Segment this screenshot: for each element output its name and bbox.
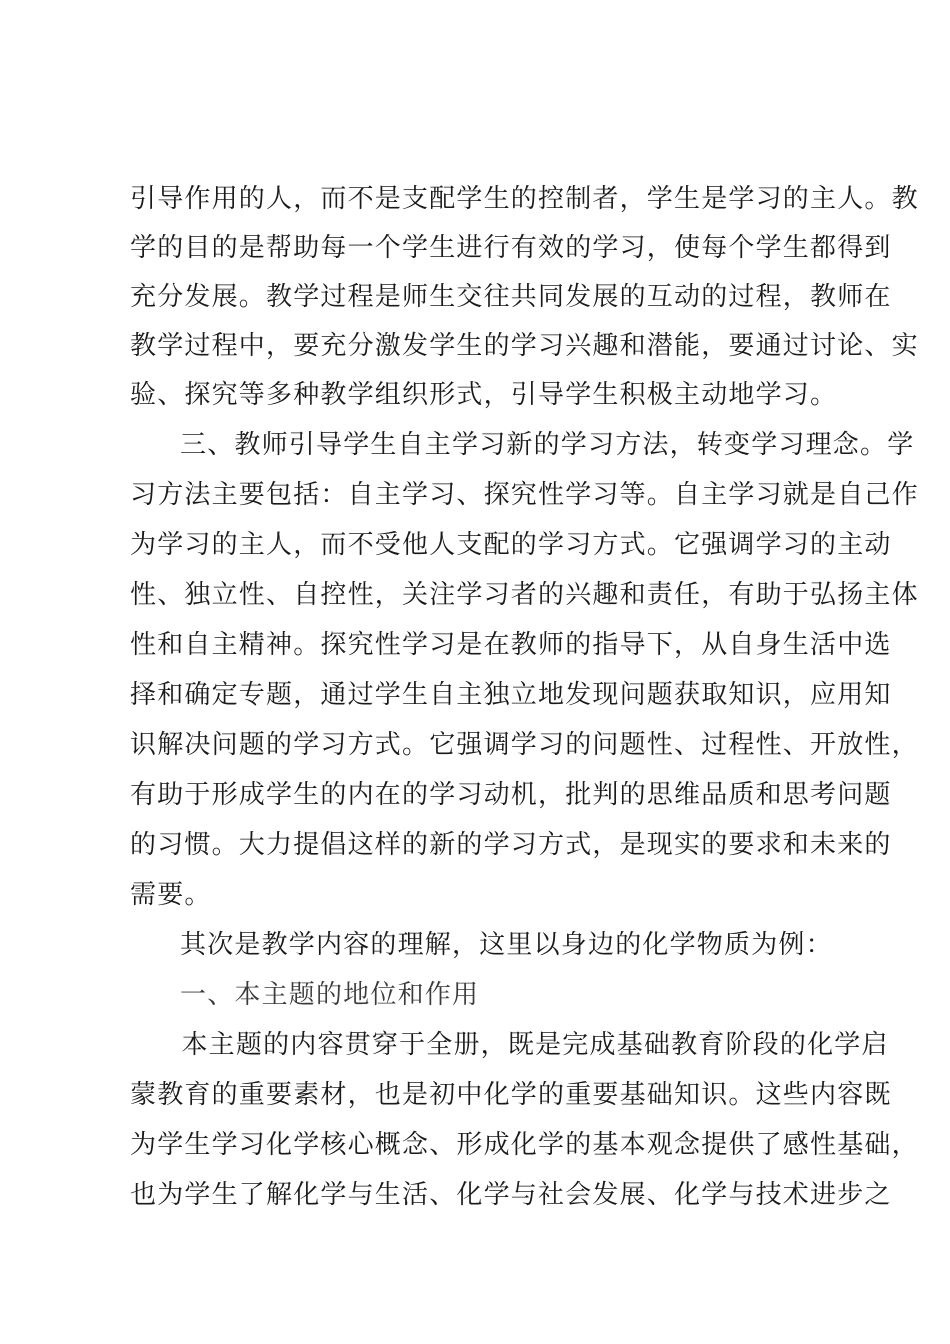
text-line: 为学习的主人，而不受他人支配的学习方式。它强调学习的主动	[130, 530, 892, 560]
text-line: 本主题的内容贯穿于全册，既是完成基础教育阶段的化学启	[172, 1030, 889, 1060]
text-line: 性、独立性、自控性，关注学习者的兴趣和责任，有助于弘扬主体	[130, 580, 919, 610]
text-line: 引导作用的人，而不是支配学生的控制者，学生是学习的主人。教	[130, 184, 919, 214]
text-line: 学的目的是帮助每一个学生进行有效的学习，使每个学生都得到	[130, 233, 892, 263]
text-line: 有助于形成学生的内在的学习动机，批判的思维品质和思考问题	[130, 780, 892, 810]
text-line: 性和自主精神。探究性学习是在教师的指导下，从自身生活中选	[130, 630, 892, 660]
text-line: 择和确定专题，通过学生自主独立地发现问题获取知识，应用知	[130, 680, 892, 710]
text-line: 为学生学习化学核心概念、形成化学的基本观念提供了感性基础，	[130, 1130, 919, 1160]
text-line: 的习惯。大力提倡这样的新的学习方式，是现实的要求和未来的	[130, 830, 892, 860]
text-line: 验、探究等多种教学组织形式，引导学生积极主动地学习。	[130, 380, 838, 410]
text-line: 教学过程中，要充分激发学生的学习兴趣和潜能，要通过讨论、实	[130, 331, 919, 361]
text-line: 其次是教学内容的理解，这里以身边的化学物质为例：	[180, 930, 833, 960]
text-line: 也为学生了解化学与生活、化学与社会发展、化学与技术进步之	[130, 1180, 892, 1210]
text-line: 习方法主要包括：自主学习、探究性学习等。自主学习就是自己作	[130, 480, 919, 510]
text-line: 识解决问题的学习方式。它强调学习的问题性、过程性、开放性，	[130, 730, 919, 760]
text-line: 蒙教育的重要素材，也是初中化学的重要基础知识。这些内容既	[130, 1080, 892, 1110]
text-line: 需要。	[130, 880, 212, 910]
section-heading: 一、本主题的地位和作用	[180, 980, 480, 1010]
text-line: 三、教师引导学生自主学习新的学习方法，转变学习理念。学	[180, 430, 915, 460]
text-line: 充分发展。教学过程是师生交往共同发展的互动的过程，教师在	[130, 282, 892, 312]
